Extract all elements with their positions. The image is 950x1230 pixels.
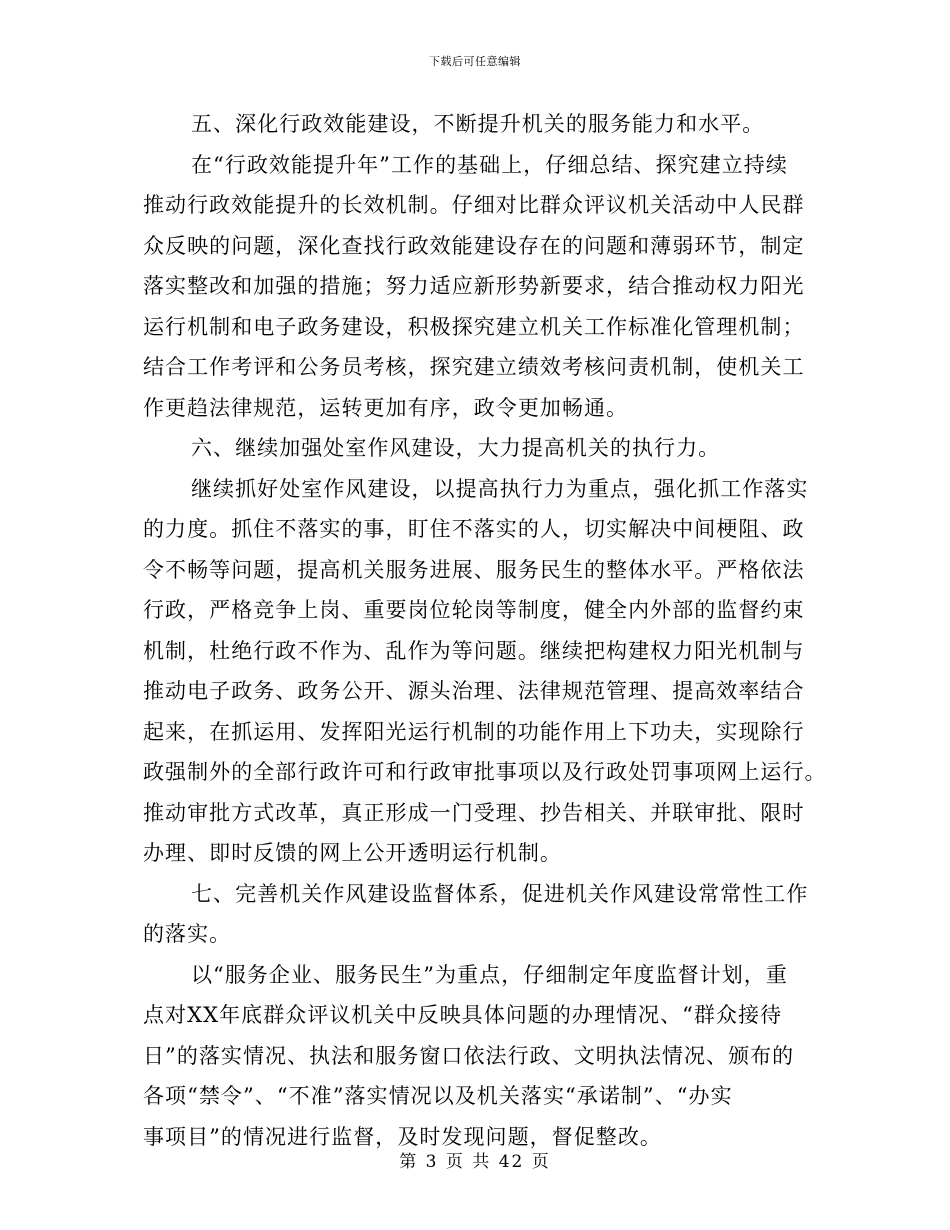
paragraph-line: 起来，在抓运用、发挥阳光运行机制的功能作用上下功夫，实现除行 bbox=[143, 719, 805, 744]
paragraph-line: 作更趋法律规范，运转更加有序，政令更加畅通。 bbox=[143, 395, 629, 420]
paragraph-line: 日”的落实情况、执法和服务窗口依法行政、文明执法情况、颁布的 bbox=[143, 1043, 795, 1068]
paragraph-line: 在“行政效能提升年”工作的基础上，仔细总结、探究建立持续 bbox=[191, 152, 788, 177]
paragraph-line: 运行机制和电子政务建设，积极探究建立机关工作标准化管理机制； bbox=[143, 314, 805, 339]
section-heading-7-cont: 的落实。 bbox=[143, 922, 232, 946]
paragraph-line: 继续抓好处室作风建设，以提高执行力为重点，强化抓工作落实 bbox=[191, 476, 809, 501]
section-heading-5: 五、深化行政效能建设，不断提升机关的服务能力和水平。 bbox=[191, 112, 765, 136]
page-header: 下载后可任意编辑 bbox=[429, 55, 521, 68]
paragraph-line: 行政，严格竞争上岗、重要岗位轮岗等制度，健全内外部的监督约束 bbox=[143, 598, 805, 622]
paragraph-line: 点对XX年底群众评议机关中反映具体问题的办理情况、“群众接待 bbox=[143, 1003, 783, 1027]
section-heading-6: 六、继续加强处室作风建设，大力提高机关的执行力。 bbox=[191, 436, 721, 460]
paragraph-line: 推动行政效能提升的长效机制。仔细对比群众评议机关活动中人民群 bbox=[143, 193, 805, 217]
paragraph-line: 事项目”的情况进行监督，及时发现问题，督促整改。 bbox=[143, 1124, 662, 1149]
section-heading-7: 七、完善机关作风建设监督体系，促进机关作风建设常常性工作 bbox=[191, 881, 809, 906]
paragraph-line: 办理、即时反馈的网上公开透明运行机制。 bbox=[143, 841, 562, 865]
paragraph-line: 落实整改和加强的措施；努力适应新形势新要求，结合推动权力阳光 bbox=[143, 274, 805, 298]
paragraph-line: 令不畅等问题，提高机关服务进展、服务民生的整体水平。严格依法 bbox=[143, 557, 805, 582]
paragraph-line: 政强制外的全部行政许可和行政审批事项以及行政处罚事项网上运行。 bbox=[143, 760, 827, 784]
paragraph-line: 推动电子政务、政务公开、源头治理、法律规范管理、提高效率结合 bbox=[143, 679, 805, 703]
paragraph-line: 的力度。抓住不落实的事，盯住不落实的人，切实解决中间梗阻、政 bbox=[143, 517, 805, 541]
paragraph-line: 结合工作考评和公务员考核，探究建立绩效考核问责机制，使机关工 bbox=[143, 355, 805, 379]
page-number-footer: 第 3 页 共 42 页 bbox=[399, 1152, 551, 1172]
paragraph-line: 机制，杜绝行政不作为、乱作为等问题。继续把构建权力阳光机制与 bbox=[143, 638, 805, 663]
paragraph-line: 各项“禁令”、“不准”落实情况以及机关落实“承诺制”、“办实 bbox=[143, 1084, 733, 1108]
document-body bbox=[143, 104, 827, 1157]
paragraph-line: 众反映的问题，深化查找行政效能建设存在的问题和薄弱环节，制定 bbox=[143, 233, 805, 258]
paragraph-line: 推动审批方式改革，真正形成一门受理、抄告相关、并联审批、限时 bbox=[143, 800, 805, 825]
paragraph-line: 以“服务企业、服务民生”为重点，仔细制定年度监督计划，重 bbox=[191, 962, 788, 987]
